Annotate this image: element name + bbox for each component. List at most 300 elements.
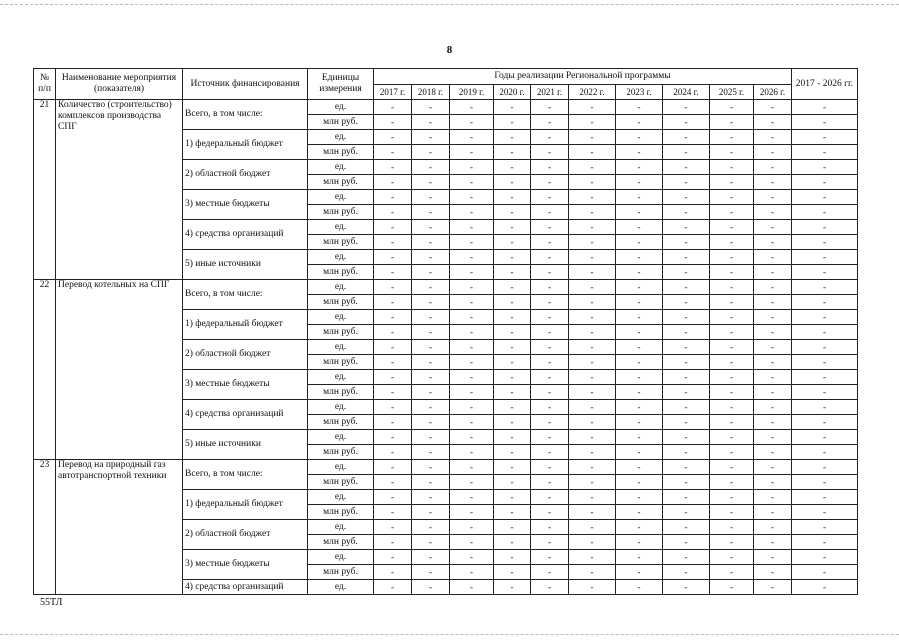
year-value-cell: - <box>450 385 494 400</box>
year-value-cell: - <box>374 250 412 265</box>
item-name: Количество (строительство) комплексов производства СПГ <box>56 100 183 280</box>
header-source: Источник финансирования <box>183 69 308 100</box>
year-value-cell: - <box>710 295 754 310</box>
year-value-cell: - <box>754 355 792 370</box>
year-value-cell: - <box>710 235 754 250</box>
year-value-cell: - <box>374 535 412 550</box>
year-value-cell: - <box>450 355 494 370</box>
unit-cell: ед. <box>308 370 374 385</box>
year-value-cell: - <box>374 100 412 115</box>
table-row <box>34 280 858 295</box>
unit-cell: ед. <box>308 190 374 205</box>
year-value-cell: - <box>710 385 754 400</box>
year-value-cell: - <box>494 445 531 460</box>
year-value-cell: - <box>754 550 792 565</box>
year-value-cell: - <box>710 445 754 460</box>
total-value-cell: - <box>792 145 858 160</box>
year-value-cell: - <box>531 565 569 580</box>
year-value-cell: - <box>754 400 792 415</box>
year-value-cell: - <box>450 490 494 505</box>
year-value-cell: - <box>710 190 754 205</box>
year-value-cell: - <box>569 175 616 190</box>
year-value-cell: - <box>450 340 494 355</box>
year-value-cell: - <box>663 430 710 445</box>
year-value-cell: - <box>450 550 494 565</box>
year-value-cell: - <box>412 130 450 145</box>
year-value-cell: - <box>494 535 531 550</box>
year-value-cell: - <box>531 580 569 595</box>
header-year: 2017 г. <box>374 85 412 100</box>
year-value-cell: - <box>663 340 710 355</box>
year-value-cell: - <box>450 370 494 385</box>
year-value-cell: - <box>569 100 616 115</box>
total-value-cell: - <box>792 220 858 235</box>
year-value-cell: - <box>710 100 754 115</box>
header-num: № п/п <box>34 69 56 100</box>
year-value-cell: - <box>616 400 663 415</box>
year-value-cell: - <box>412 340 450 355</box>
year-value-cell: - <box>754 235 792 250</box>
year-value-cell: - <box>450 565 494 580</box>
total-value-cell: - <box>792 130 858 145</box>
year-value-cell: - <box>531 115 569 130</box>
year-value-cell: - <box>494 490 531 505</box>
year-value-cell: - <box>754 265 792 280</box>
year-value-cell: - <box>412 400 450 415</box>
year-value-cell: - <box>754 145 792 160</box>
year-value-cell: - <box>494 220 531 235</box>
unit-cell: млн руб. <box>308 295 374 310</box>
year-value-cell: - <box>754 175 792 190</box>
year-value-cell: - <box>531 415 569 430</box>
total-value-cell: - <box>792 520 858 535</box>
total-value-cell: - <box>792 250 858 265</box>
year-value-cell: - <box>374 205 412 220</box>
year-value-cell: - <box>412 265 450 280</box>
year-value-cell: - <box>710 415 754 430</box>
unit-cell: ед. <box>308 310 374 325</box>
year-value-cell: - <box>450 580 494 595</box>
year-value-cell: - <box>494 565 531 580</box>
year-value-cell: - <box>412 355 450 370</box>
year-value-cell: - <box>494 100 531 115</box>
year-value-cell: - <box>663 235 710 250</box>
total-value-cell: - <box>792 400 858 415</box>
year-value-cell: - <box>374 235 412 250</box>
year-value-cell: - <box>450 175 494 190</box>
year-value-cell: - <box>531 175 569 190</box>
header-year: 2020 г. <box>494 85 531 100</box>
year-value-cell: - <box>754 280 792 295</box>
year-value-cell: - <box>569 265 616 280</box>
header-total: 2017 - 2026 гг. <box>792 69 858 100</box>
year-value-cell: - <box>754 460 792 475</box>
funding-source: 1) федеральный бюджет <box>183 490 308 520</box>
unit-cell: млн руб. <box>308 535 374 550</box>
unit-cell: млн руб. <box>308 325 374 340</box>
year-value-cell: - <box>494 115 531 130</box>
year-value-cell: - <box>494 295 531 310</box>
year-value-cell: - <box>569 430 616 445</box>
year-value-cell: - <box>754 100 792 115</box>
year-value-cell: - <box>494 340 531 355</box>
year-value-cell: - <box>494 430 531 445</box>
year-value-cell: - <box>710 175 754 190</box>
year-value-cell: - <box>412 505 450 520</box>
year-value-cell: - <box>754 535 792 550</box>
year-value-cell: - <box>412 115 450 130</box>
year-value-cell: - <box>531 550 569 565</box>
year-value-cell: - <box>494 145 531 160</box>
total-value-cell: - <box>792 580 858 595</box>
year-value-cell: - <box>412 580 450 595</box>
year-value-cell: - <box>754 415 792 430</box>
year-value-cell: - <box>616 355 663 370</box>
year-value-cell: - <box>710 355 754 370</box>
year-value-cell: - <box>494 370 531 385</box>
year-value-cell: - <box>616 580 663 595</box>
year-value-cell: - <box>374 550 412 565</box>
year-value-cell: - <box>412 430 450 445</box>
year-value-cell: - <box>531 160 569 175</box>
year-value-cell: - <box>374 460 412 475</box>
header-unit: Единицы измерения <box>308 69 374 100</box>
year-value-cell: - <box>450 325 494 340</box>
year-value-cell: - <box>374 325 412 340</box>
year-value-cell: - <box>710 340 754 355</box>
year-value-cell: - <box>754 190 792 205</box>
year-value-cell: - <box>374 430 412 445</box>
year-value-cell: - <box>663 355 710 370</box>
total-value-cell: - <box>792 415 858 430</box>
year-value-cell: - <box>663 400 710 415</box>
year-value-cell: - <box>663 115 710 130</box>
year-value-cell: - <box>494 175 531 190</box>
year-value-cell: - <box>569 400 616 415</box>
total-value-cell: - <box>792 565 858 580</box>
year-value-cell: - <box>710 205 754 220</box>
year-value-cell: - <box>412 205 450 220</box>
header-year: 2024 г. <box>663 85 710 100</box>
unit-cell: ед. <box>308 220 374 235</box>
year-value-cell: - <box>531 535 569 550</box>
year-value-cell: - <box>663 265 710 280</box>
year-value-cell: - <box>754 565 792 580</box>
year-value-cell: - <box>450 505 494 520</box>
year-value-cell: - <box>754 445 792 460</box>
item-number: 23 <box>34 460 56 595</box>
year-value-cell: - <box>494 325 531 340</box>
total-value-cell: - <box>792 490 858 505</box>
funding-source: 2) областной бюджет <box>183 520 308 550</box>
funding-source: 2) областной бюджет <box>183 160 308 190</box>
year-value-cell: - <box>450 160 494 175</box>
year-value-cell: - <box>663 310 710 325</box>
year-value-cell: - <box>494 550 531 565</box>
year-value-cell: - <box>450 130 494 145</box>
unit-cell: млн руб. <box>308 445 374 460</box>
year-value-cell: - <box>569 565 616 580</box>
year-value-cell: - <box>616 145 663 160</box>
unit-cell: млн руб. <box>308 415 374 430</box>
year-value-cell: - <box>663 295 710 310</box>
funding-source: 4) средства организаций <box>183 400 308 430</box>
year-value-cell: - <box>412 445 450 460</box>
year-value-cell: - <box>616 325 663 340</box>
year-value-cell: - <box>663 550 710 565</box>
unit-cell: млн руб. <box>308 265 374 280</box>
year-value-cell: - <box>616 385 663 400</box>
year-value-cell: - <box>616 505 663 520</box>
year-value-cell: - <box>374 385 412 400</box>
unit-cell: ед. <box>308 460 374 475</box>
header-year: 2026 г. <box>754 85 792 100</box>
unit-cell: млн руб. <box>308 205 374 220</box>
unit-cell: ед. <box>308 280 374 295</box>
year-value-cell: - <box>663 325 710 340</box>
year-value-cell: - <box>450 220 494 235</box>
year-value-cell: - <box>374 520 412 535</box>
year-value-cell: - <box>616 175 663 190</box>
total-value-cell: - <box>792 340 858 355</box>
year-value-cell: - <box>754 430 792 445</box>
year-value-cell: - <box>374 190 412 205</box>
year-value-cell: - <box>663 475 710 490</box>
year-value-cell: - <box>754 475 792 490</box>
year-value-cell: - <box>450 250 494 265</box>
year-value-cell: - <box>663 130 710 145</box>
year-value-cell: - <box>450 475 494 490</box>
header-name: Наименование мероприятия (показателя) <box>56 69 183 100</box>
year-value-cell: - <box>569 145 616 160</box>
year-value-cell: - <box>494 460 531 475</box>
year-value-cell: - <box>663 385 710 400</box>
funding-source: 1) федеральный бюджет <box>183 310 308 340</box>
year-value-cell: - <box>663 160 710 175</box>
header-year: 2019 г. <box>450 85 494 100</box>
year-value-cell: - <box>531 490 569 505</box>
year-value-cell: - <box>616 205 663 220</box>
year-value-cell: - <box>710 220 754 235</box>
year-value-cell: - <box>450 400 494 415</box>
total-value-cell: - <box>792 160 858 175</box>
total-value-cell: - <box>792 265 858 280</box>
table-row <box>34 100 858 115</box>
header-year: 2021 г. <box>531 85 569 100</box>
year-value-cell: - <box>663 580 710 595</box>
year-value-cell: - <box>374 130 412 145</box>
header-years-group: Годы реализации Региональной программы <box>374 69 792 85</box>
year-value-cell: - <box>616 415 663 430</box>
year-value-cell: - <box>374 280 412 295</box>
year-value-cell: - <box>754 370 792 385</box>
year-value-cell: - <box>412 550 450 565</box>
year-value-cell: - <box>450 310 494 325</box>
year-value-cell: - <box>569 235 616 250</box>
year-value-cell: - <box>754 340 792 355</box>
year-value-cell: - <box>450 520 494 535</box>
year-value-cell: - <box>531 280 569 295</box>
year-value-cell: - <box>450 295 494 310</box>
year-value-cell: - <box>569 160 616 175</box>
year-value-cell: - <box>710 565 754 580</box>
year-value-cell: - <box>616 340 663 355</box>
year-value-cell: - <box>569 205 616 220</box>
year-value-cell: - <box>754 160 792 175</box>
total-value-cell: - <box>792 535 858 550</box>
year-value-cell: - <box>412 160 450 175</box>
header-year: 2025 г. <box>710 85 754 100</box>
year-value-cell: - <box>616 565 663 580</box>
unit-cell: млн руб. <box>308 145 374 160</box>
year-value-cell: - <box>412 175 450 190</box>
funding-source: 5) иные источники <box>183 430 308 460</box>
year-value-cell: - <box>754 115 792 130</box>
year-value-cell: - <box>710 250 754 265</box>
year-value-cell: - <box>494 310 531 325</box>
total-value-cell: - <box>792 115 858 130</box>
year-value-cell: - <box>531 235 569 250</box>
year-value-cell: - <box>569 355 616 370</box>
year-value-cell: - <box>412 325 450 340</box>
year-value-cell: - <box>494 160 531 175</box>
year-value-cell: - <box>616 445 663 460</box>
year-value-cell: - <box>663 565 710 580</box>
year-value-cell: - <box>569 550 616 565</box>
year-value-cell: - <box>616 295 663 310</box>
header-year: 2023 г. <box>616 85 663 100</box>
item-number: 22 <box>34 280 56 460</box>
year-value-cell: - <box>663 100 710 115</box>
year-value-cell: - <box>754 505 792 520</box>
year-value-cell: - <box>754 205 792 220</box>
year-value-cell: - <box>494 355 531 370</box>
year-value-cell: - <box>450 280 494 295</box>
total-value-cell: - <box>792 100 858 115</box>
total-value-cell: - <box>792 430 858 445</box>
year-value-cell: - <box>374 340 412 355</box>
year-value-cell: - <box>754 580 792 595</box>
year-value-cell: - <box>663 445 710 460</box>
total-value-cell: - <box>792 385 858 400</box>
year-value-cell: - <box>374 220 412 235</box>
table-row <box>34 460 858 475</box>
year-value-cell: - <box>374 145 412 160</box>
year-value-cell: - <box>494 250 531 265</box>
year-value-cell: - <box>569 475 616 490</box>
year-value-cell: - <box>531 340 569 355</box>
unit-cell: ед. <box>308 340 374 355</box>
year-value-cell: - <box>569 520 616 535</box>
year-value-cell: - <box>531 250 569 265</box>
year-value-cell: - <box>663 280 710 295</box>
year-value-cell: - <box>616 460 663 475</box>
year-value-cell: - <box>569 295 616 310</box>
year-value-cell: - <box>569 460 616 475</box>
year-value-cell: - <box>616 475 663 490</box>
unit-cell: ед. <box>308 550 374 565</box>
year-value-cell: - <box>531 205 569 220</box>
year-value-cell: - <box>710 430 754 445</box>
funding-source: 3) местные бюджеты <box>183 550 308 580</box>
year-value-cell: - <box>450 235 494 250</box>
year-value-cell: - <box>616 265 663 280</box>
year-value-cell: - <box>710 130 754 145</box>
unit-cell: ед. <box>308 400 374 415</box>
year-value-cell: - <box>412 460 450 475</box>
funding-source: 4) средства организаций <box>183 580 308 595</box>
year-value-cell: - <box>663 370 710 385</box>
unit-cell: млн руб. <box>308 355 374 370</box>
year-value-cell: - <box>663 460 710 475</box>
unit-cell: ед. <box>308 580 374 595</box>
year-value-cell: - <box>710 265 754 280</box>
year-value-cell: - <box>494 415 531 430</box>
year-value-cell: - <box>569 325 616 340</box>
year-value-cell: - <box>710 580 754 595</box>
year-value-cell: - <box>616 190 663 205</box>
year-value-cell: - <box>494 400 531 415</box>
year-value-cell: - <box>754 220 792 235</box>
year-value-cell: - <box>374 580 412 595</box>
year-value-cell: - <box>569 115 616 130</box>
year-value-cell: - <box>412 520 450 535</box>
year-value-cell: - <box>616 235 663 250</box>
total-value-cell: - <box>792 190 858 205</box>
year-value-cell: - <box>494 190 531 205</box>
year-value-cell: - <box>616 280 663 295</box>
program-table <box>33 68 858 595</box>
year-value-cell: - <box>450 535 494 550</box>
year-value-cell: - <box>710 550 754 565</box>
total-value-cell: - <box>792 205 858 220</box>
year-value-cell: - <box>710 145 754 160</box>
year-value-cell: - <box>494 385 531 400</box>
total-value-cell: - <box>792 280 858 295</box>
total-value-cell: - <box>792 475 858 490</box>
year-value-cell: - <box>531 520 569 535</box>
year-value-cell: - <box>569 370 616 385</box>
year-value-cell: - <box>569 535 616 550</box>
year-value-cell: - <box>450 190 494 205</box>
year-value-cell: - <box>412 310 450 325</box>
year-value-cell: - <box>412 475 450 490</box>
year-value-cell: - <box>663 250 710 265</box>
year-value-cell: - <box>412 385 450 400</box>
year-value-cell: - <box>412 145 450 160</box>
year-value-cell: - <box>494 520 531 535</box>
year-value-cell: - <box>412 370 450 385</box>
year-value-cell: - <box>569 340 616 355</box>
year-value-cell: - <box>450 145 494 160</box>
year-value-cell: - <box>412 490 450 505</box>
total-value-cell: - <box>792 235 858 250</box>
year-value-cell: - <box>616 490 663 505</box>
item-name: Перевод котельных на СПГ <box>56 280 183 460</box>
year-value-cell: - <box>710 400 754 415</box>
year-value-cell: - <box>710 160 754 175</box>
year-value-cell: - <box>374 505 412 520</box>
year-value-cell: - <box>494 265 531 280</box>
year-value-cell: - <box>412 565 450 580</box>
total-value-cell: - <box>792 310 858 325</box>
year-value-cell: - <box>450 205 494 220</box>
year-value-cell: - <box>531 220 569 235</box>
year-value-cell: - <box>531 130 569 145</box>
year-value-cell: - <box>754 325 792 340</box>
scan-edge-bottom <box>0 634 899 635</box>
funding-source: 5) иные источники <box>183 250 308 280</box>
